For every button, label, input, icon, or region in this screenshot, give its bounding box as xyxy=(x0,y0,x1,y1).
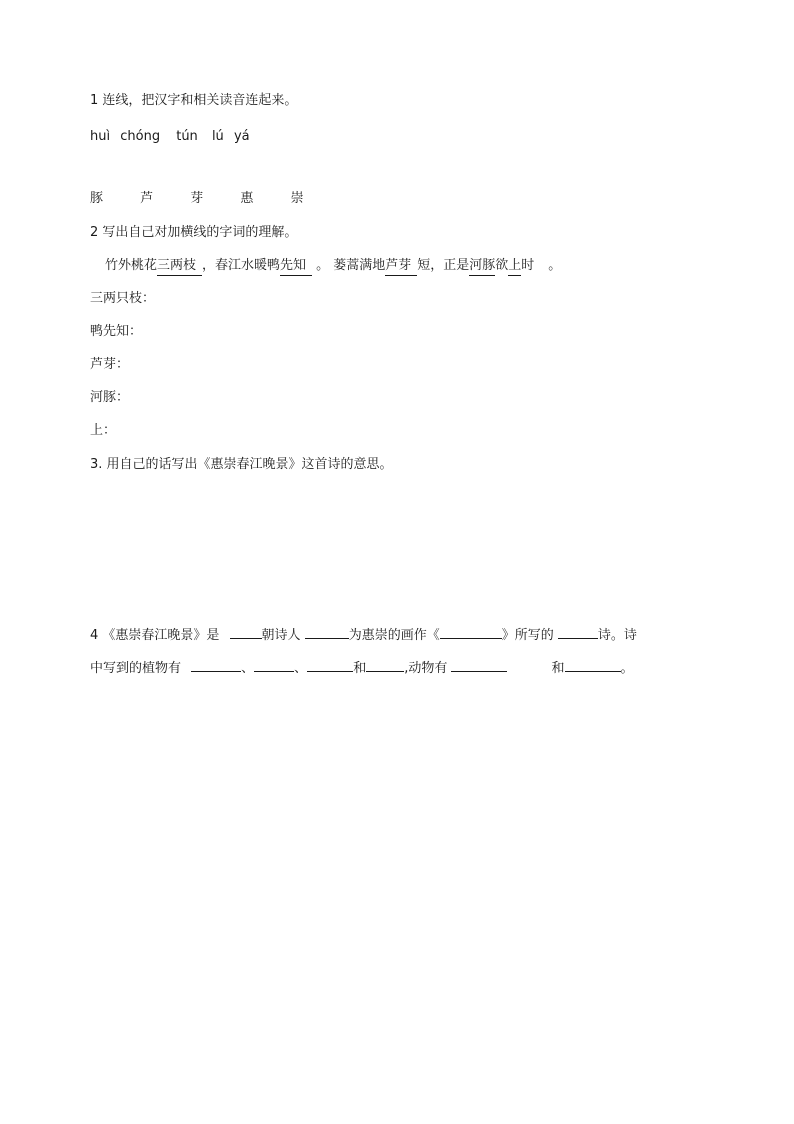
q4-line-1 xyxy=(90,624,637,645)
pinyin-tun: tún xyxy=(176,129,198,144)
poem-text: 。 蒌蒿满地 xyxy=(316,258,386,273)
q4-text: 和 xyxy=(353,661,367,676)
poem-text: 竹外桃花 xyxy=(105,258,158,273)
char-lu: 芦 xyxy=(140,191,154,206)
underlined-word: 上 xyxy=(508,257,521,276)
poem-text: 短，正是 xyxy=(417,258,470,273)
q2-item-2: 鸭先知： xyxy=(90,324,143,339)
poem-text: 欲 xyxy=(495,258,509,273)
poem-text: ，春江水暖鸭 xyxy=(202,258,281,273)
char-ya: 芽 xyxy=(190,191,204,206)
poem-text: 。 xyxy=(548,258,562,273)
char-hui: 惠 xyxy=(240,191,254,206)
q4-line-2 xyxy=(90,657,634,678)
q1-characters-row xyxy=(90,190,337,208)
blank-dynasty[interactable] xyxy=(230,624,262,639)
q4-text: ,动物有 xyxy=(404,661,448,676)
char-chong: 崇 xyxy=(290,191,304,206)
blank-painting[interactable] xyxy=(440,624,502,639)
q4-text: 。 xyxy=(620,661,634,676)
q4-text: 、 xyxy=(294,661,308,676)
blank-poet[interactable] xyxy=(305,624,349,639)
pinyin-hui: huì xyxy=(90,129,111,144)
blank-animal-1[interactable] xyxy=(451,657,507,672)
q4-text: 中写到的植物有 xyxy=(90,661,182,676)
q2-item-4: 河豚： xyxy=(90,390,130,405)
blank-plant-1[interactable] xyxy=(191,657,241,672)
pinyin-chong: chóng xyxy=(120,129,161,144)
pinyin-lu: lú xyxy=(211,129,224,144)
q4-text: 诗。诗 xyxy=(597,628,637,643)
q2-item-5: 上： xyxy=(90,423,117,438)
q2-title: 2 写出自己对加横线的字词的理解。 xyxy=(90,225,298,240)
underlined-word: 三两枝 xyxy=(157,257,202,276)
q4-text: 4 《惠崇春江晚景》是 xyxy=(90,628,220,643)
q1-title: 1 连线，把汉字和相关读音连起来。 xyxy=(90,93,298,108)
underlined-word: 河豚 xyxy=(469,257,495,276)
poem-text: 时 xyxy=(521,258,535,273)
q4-text: 》所写的 xyxy=(501,628,554,643)
blank-poem-type[interactable] xyxy=(558,624,598,639)
blank-animal-2[interactable] xyxy=(565,657,621,672)
blank-plant-2[interactable] xyxy=(254,657,294,672)
q4-text: 和 xyxy=(551,661,565,676)
q2-item-1: 三两只枝： xyxy=(90,291,156,306)
blank-plant-4[interactable] xyxy=(366,657,404,672)
q4-text: 为惠崇的画作《 xyxy=(348,628,440,643)
q3-title: 3. 用自己的话写出《惠崇春江晚景》这首诗的意思。 xyxy=(90,457,393,472)
q2-item-3: 芦芽： xyxy=(90,357,130,372)
q4-text: 、 xyxy=(241,661,255,676)
pinyin-ya: yá xyxy=(233,129,250,144)
underlined-word: 芦芽 xyxy=(385,257,417,276)
q2-poem-line xyxy=(105,257,561,276)
q1-pinyin-row xyxy=(90,128,256,146)
blank-plant-3[interactable] xyxy=(307,657,353,672)
underlined-word: 先知 xyxy=(280,257,312,276)
char-tun: 豚 xyxy=(90,191,104,206)
q4-text: 朝诗人 xyxy=(261,628,301,643)
